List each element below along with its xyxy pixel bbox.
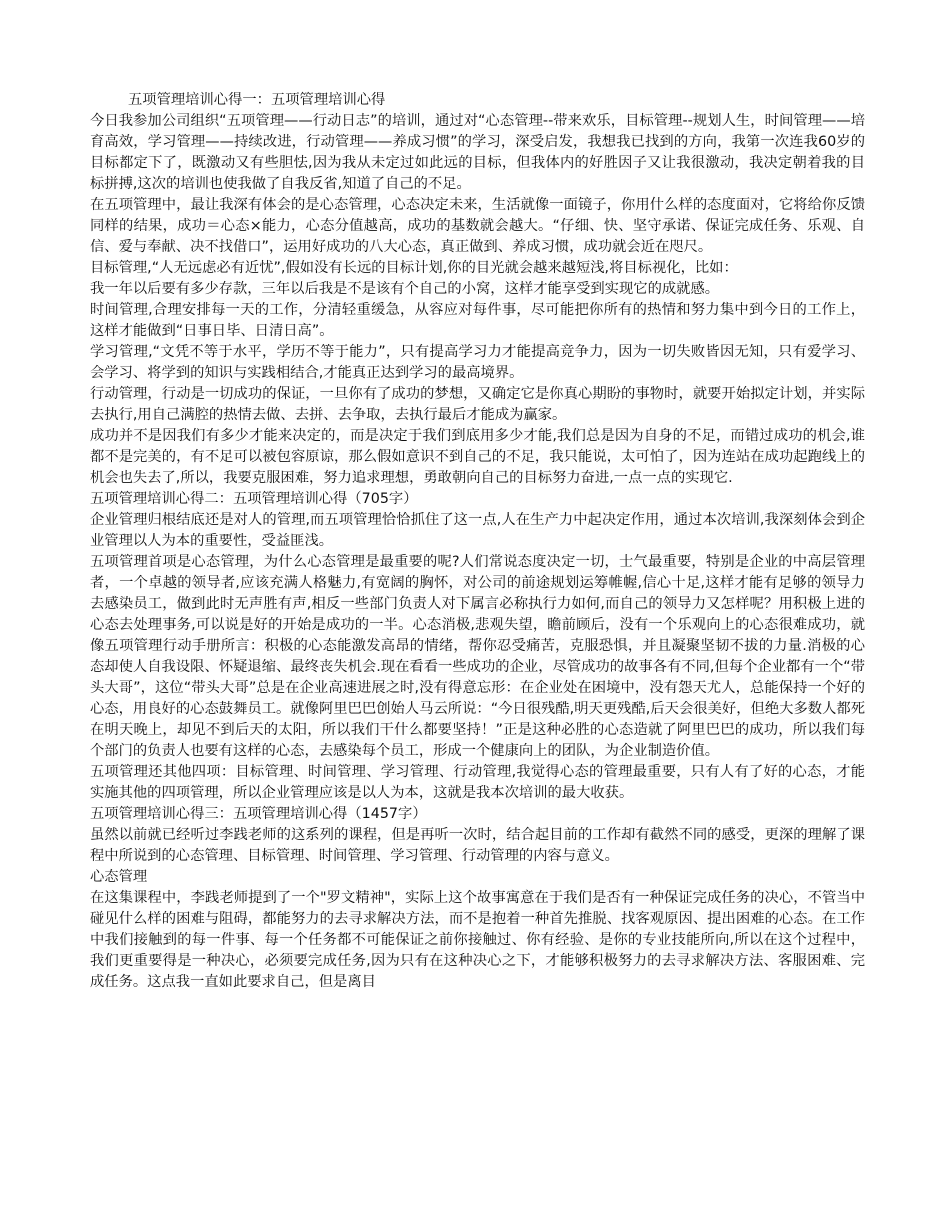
paragraph: 学习管理,“文凭不等于水平，学历不等于能力”，只有提高学习力才能提高竞争力，因为一切失败皆因无知，只有爱学习、会学习、将学到的知识与实践相结合,才能真正达到学习的最高境界。 [90, 344, 865, 381]
paragraph: 在五项管理中，最让我深有体会的是心态管理，心态决定未来，生活就像一面镜子，你用什么样的态度面对，它将给你反馈同样的结果，成功＝心态×能力，心态分值越高，成功的基数就会越大。“仔细、快、坚守承诺、保证完成任务、乐观、自信、爱与奉献、决不找借口”，运用好成功的八大心态，真正做到、养成习惯，成功就会近在咫尺。 [90, 197, 865, 255]
paragraph: 时间管理,合理安排每一天的工作，分清轻重缓急，从容应对每件事，尽可能把你所有的热情和努力集中到今日的工作上，这样才能做到“日事日毕、日清日高”。 [90, 302, 865, 339]
subsection-title: 心态管理 [90, 869, 148, 885]
paragraph: 目标管理,“人无远虑必有近忧”,假如没有长远的目标计划,你的目光就会越来越短浅,将目标视化，比如： [90, 260, 738, 276]
paragraph: 五项管理还其他四项：目标管理、时间管理、学习管理、行动管理,我觉得心态的管理最重要，只有人有了好的心态，才能实施其他的四项管理，所以企业管理应该是以人为本，这就是我本次培训的最大收获。 [90, 764, 865, 801]
paragraph: 行动管理，行动是一切成功的保证，一旦你有了成功的梦想，又确定它是你真心期盼的事物时，就要开始拟定计划，并实际去执行,用自己满腔的热情去做、去拼、去争取，去执行最后才能成为赢家。 [90, 386, 865, 423]
paragraph: 成功并不是因我们有多少才能来决定的，而是决定于我们到底用多少才能,我们总是因为自身的不足，而错过成功的机会,谁都不是完美的，有不足可以被包容原谅，那么假如意识不到自己的不足，我只能说，太可怕了，因为连站在成功起跑线上的机会也失去了,所以，我要克服困难，努力追求理想，勇敢朝向自己的目标努力奋进,一点一点的实现它. [90, 428, 865, 486]
section-title-2: 五项管理培训心得二：五项管理培训心得（705字） [90, 491, 418, 507]
paragraph: 今日我参加公司组织“五项管理——行动日志”的培训，通过对“心态管理--带来欢乐，目标管理--规划人生，时间管理——培育高效，学习管理——持续改进，行动管理——养成习惯”的学习，深受启发，我想我已找到的方向，我第一次连我60岁的目标都定下了，既激动又有些胆怯,因为我从未定过如此远的目标，但我体内的好胜因子又让我很激动，我决定朝着我的目标拼搏,这次的培训也使我做了自我反省,知道了自己的不足。 [90, 113, 866, 192]
paragraph: 我一年以后要有多少存款，三年以后我是不是该有个自己的小窝，这样才能享受到实现它的成就感。 [90, 281, 720, 297]
section-title-1: 五项管理培训心得一：五项管理培训心得 [128, 92, 386, 108]
paragraph: 在这集课程中，李践老师提到了一个"罗文精神"，实际上这个故事寓意在于我们是否有一种保证完成任务的决心，不管当中碰见什么样的困难与阻碍，都能努力的去寻求解决方法，而不是抱着一种首先推脱、找客观原因、提出困难的心态。在工作中我们接触到的每一件事、每一个任务都不可能保证之前你接触过、你有经验、是你的专业技能所向,所以在这个过程中，我们更重要得是一种决心，必须要完成任务,因为只有在这种决心之下，才能够积极努力的去寻求解决方法、客服困难、完成任务。这点我一直如此要求自己，但是离目 [90, 890, 865, 990]
paragraph: 企业管理归根结底还是对人的管理,而五项管理恰恰抓住了这一点,人在生产力中起决定作用，通过本次培训,我深刻体会到企业管理以人为本的重要性，受益匪浅。 [90, 512, 865, 549]
document-body [90, 90, 865, 993]
paragraph: 虽然以前就已经听过李践老师的这系列的课程，但是再听一次时，结合起目前的工作却有截然不同的感受，更深的理解了课程中所说到的心态管理、目标管理、时间管理、学习管理、行动管理的内容与意义。 [90, 827, 865, 864]
section-title-3: 五项管理培训心得三：五项管理培训心得（1457字） [90, 806, 427, 822]
paragraph: 五项管理首项是心态管理，为什么心态管理是最重要的呢?人们常说态度决定一切，士气最重要，特别是企业的中高层管理者，一个卓越的领导者,应该充满人格魅力,有宽阔的胸怀，对公司的前途规划运筹帷幄,信心十足,这样才能有足够的领导力去感染员工，做到此时无声胜有声,相反一些部门负责人对下属言必称执行力如何,而自己的领导力又怎样呢？用积极上进的心态去处理事务,可以说是好的开始是成功的一半。心态消极,悲观失望，瞻前顾后，没有一个乐观向上的心态很难成功，就像五项管理行动手册所言：积极的心态能激发高昂的情绪，帮你忍受痛苦，克服恐惧，并且凝聚坚韧不拔的力量.消极的心态却使人自我设限、怀疑退缩、最终丧失机会.现在看看一些成功的企业，尽管成功的故事各有不同,但每个企业都有一个“带头大哥”，这位“带头大哥”总是在企业高速进展之时,没有得意忘形：在企业处在困境中，没有怨天尤人，总能保持一个好的心态，用良好的心态鼓舞员工。就像阿里巴巴创始人马云所说：“今日很残酷,明天更残酷,后天会很美好，但绝大多数人都死在明天晚上，却见不到后天的太阳，所以我们干什么都要坚持！”正是这种必胜的心态造就了阿里巴巴的成功，所以我们每个部门的负责人也要有这样的心态，去感染每个员工，形成一个健康向上的团队，为企业制造价值。 [90, 554, 865, 759]
